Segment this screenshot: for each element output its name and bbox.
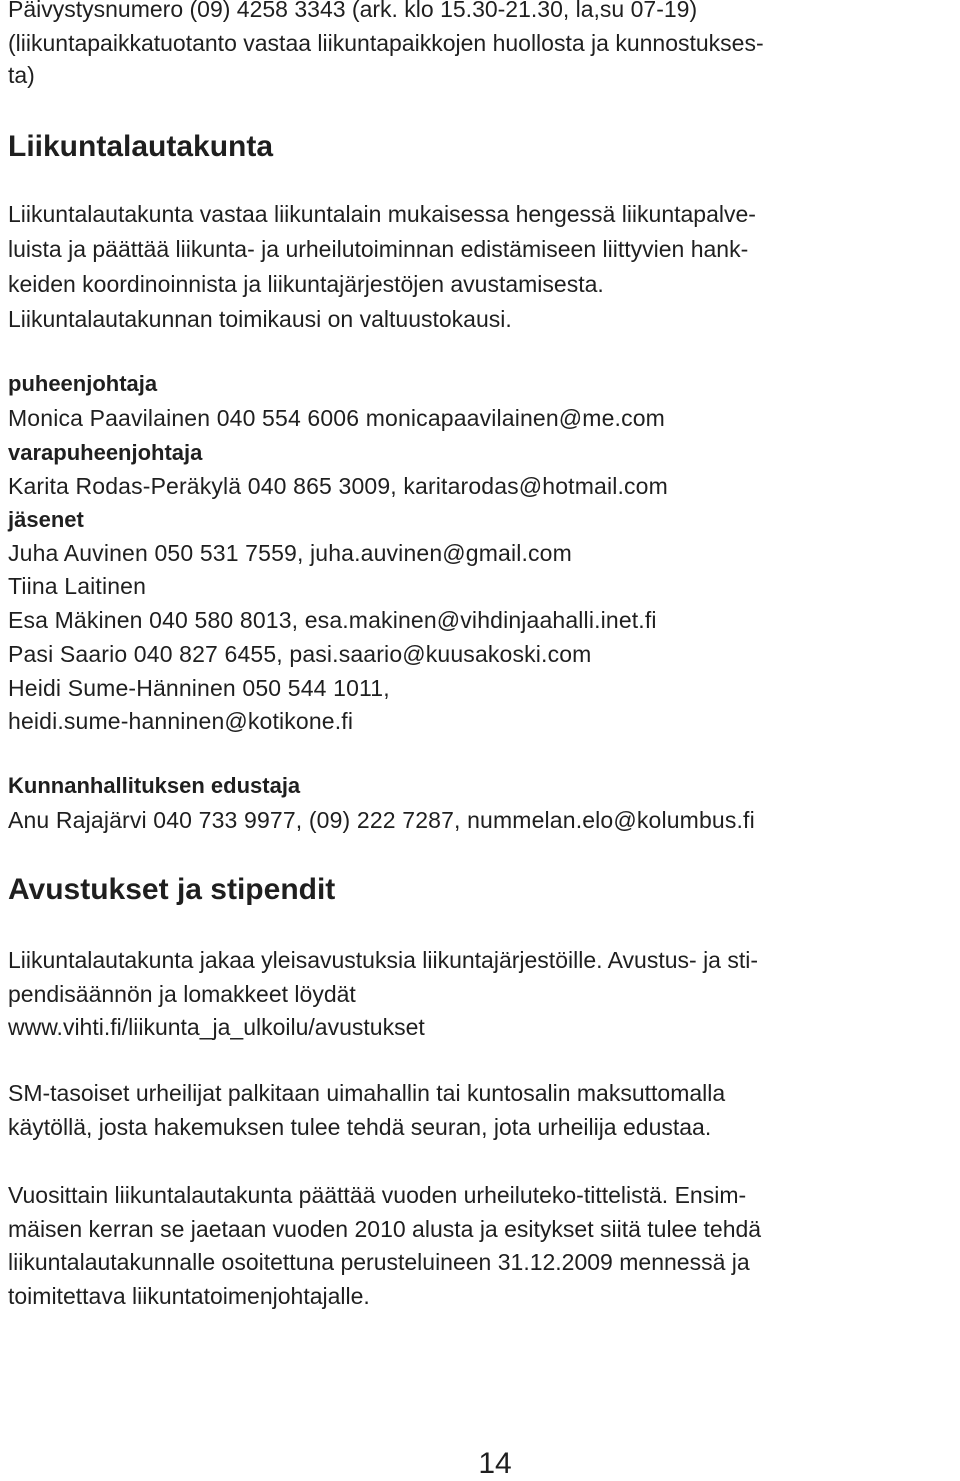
member-contact: Esa Mäkinen 040 580 8013, esa.makinen@vihdinjaahalli.inet.fi — [8, 607, 657, 633]
board-description-line: keiden koordinoinnista ja liikuntajärjestöjen avustamisesta. — [8, 271, 604, 297]
grants-paragraph-line: pendisäännön ja lomakkeet löydät — [8, 981, 356, 1007]
grants-heading: Avustukset ja stipendit — [8, 873, 336, 906]
members-label: jäsenet — [8, 507, 84, 532]
athlete-benefit-line: SM-tasoiset urheilijat palkitaan uimahallin tai kuntosalin maksuttomalla — [8, 1080, 726, 1106]
sports-achievement-line: liikuntalautakunnalle osoitettuna perusteluineen 31.12.2009 mennessä ja — [8, 1249, 750, 1275]
board-description-line: Liikuntalautakunta vastaa liikuntalain mukaisessa hengessä liikuntapalve- — [8, 201, 756, 227]
member-contact: Pasi Saario 040 827 6455, pasi.saario@kuusakoski.com — [8, 641, 592, 667]
member-contact: heidi.sume-hanninen@kotikone.fi — [8, 708, 354, 734]
athlete-benefit-line: käytöllä, josta hakemuksen tulee tehdä seuran, jota urheilija edustaa. — [8, 1114, 712, 1140]
sports-achievement-line: mäisen kerran se jaetaan vuoden 2010 alusta ja esitykset siitä tulee tehdä — [8, 1216, 762, 1242]
chair-contact: Monica Paavilainen 040 554 6006 monicapaavilainen@me.com — [8, 405, 665, 431]
vice-chair-contact: Karita Rodas-Peräkylä 040 865 3009, karitarodas@hotmail.com — [8, 473, 668, 499]
member-contact: Heidi Sume-Hänninen 050 544 1011, — [8, 675, 390, 701]
board-heading: Liikuntalautakunta — [8, 130, 274, 163]
sports-achievement-line: toimitettava liikuntatoimenjohtajalle. — [8, 1283, 370, 1309]
member-contact: Tiina Laitinen — [8, 573, 147, 599]
council-representative-contact: Anu Rajajärvi 040 733 9977, (09) 222 7287, nummelan.elo@kolumbus.fi — [8, 807, 755, 833]
chair-label: puheenjohtaja — [8, 371, 158, 396]
council-representative-label: Kunnanhallituksen edustaja — [8, 773, 301, 798]
emergency-number-line: Päivystysnumero (09) 4258 3343 (ark. klo 15.30-21.30, la,su 07-19) — [8, 0, 698, 22]
grants-paragraph-line: Liikuntalautakunta jakaa yleisavustuksia liikuntajärjestöille. Avustus- ja sti- — [8, 947, 759, 973]
page-number: 14 — [478, 1447, 512, 1480]
maintenance-note-line: (liikuntapaikkatuotanto vastaa liikuntapaikkojen huollosta ja kunnostukses- — [8, 30, 764, 56]
maintenance-note-line: ta) — [8, 62, 35, 88]
board-description-line: Liikuntalautakunnan toimikausi on valtuustokausi. — [8, 306, 512, 332]
board-description-line: luista ja päättää liikunta- ja urheilutoiminnan edistämiseen liittyvien hank- — [8, 236, 749, 262]
sports-achievement-line: Vuosittain liikuntalautakunta päättää vuoden urheiluteko-tittelistä. Ensim- — [8, 1182, 747, 1208]
vice-chair-label: varapuheenjohtaja — [8, 440, 203, 465]
member-contact: Juha Auvinen 050 531 7559, juha.auvinen@gmail.com — [8, 540, 572, 566]
grants-url: www.vihti.fi/liikunta_ja_ulkoilu/avustukset — [8, 1014, 425, 1040]
